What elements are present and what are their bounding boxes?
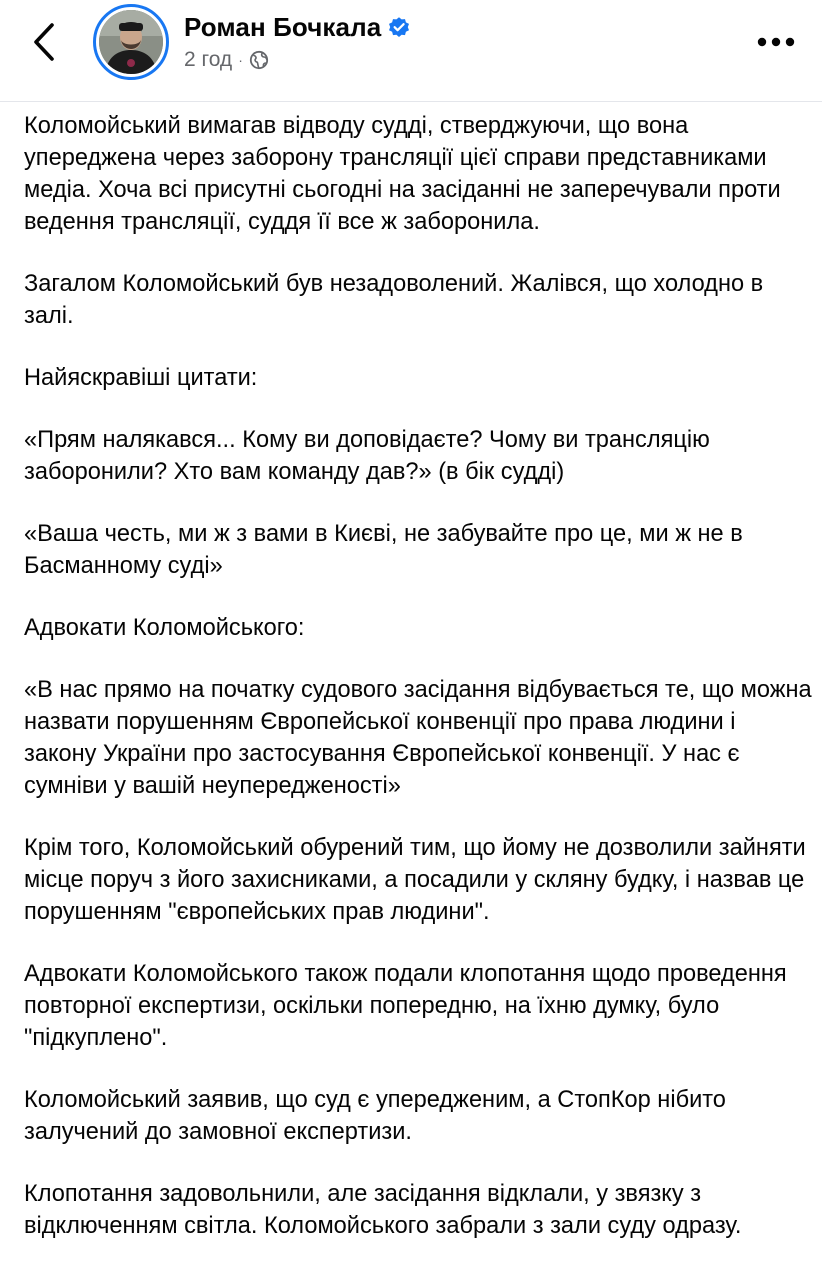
verified-badge-icon: [387, 15, 411, 39]
chevron-left-icon: [32, 22, 56, 62]
post-paragraph: Крім того, Коломойський обурений тим, що йому не дозволили зайняти місце поруч з його захисниками, а посадили у скляну будку, і назвав це порушенням "європейських прав людини".: [24, 835, 806, 925]
avatar[interactable]: [93, 4, 169, 80]
post-quote: «Ваша честь, ми ж з вами в Києві, не забувайте про це, ми ж не в Басманному суді»: [24, 521, 743, 579]
avatar-image: [99, 10, 163, 74]
post-paragraph: Найяскравіші цитати:: [24, 365, 258, 391]
more-horizontal-icon: [756, 37, 796, 47]
post-paragraph: Клопотання задовольнили, але засідання відклали, у звязку з відключенням світла. Коломойського забрали з зали суду одразу.: [24, 1181, 742, 1239]
post-header: [0, 0, 822, 102]
more-options-button[interactable]: [752, 22, 800, 62]
post-quote: «В нас прямо на початку судового засідання відбувається те, що можна назвати порушенням Європейської конвенції про права людини і закону України про застосування Європейської конвенції. У нас є сумніви у вашій неупередженості»: [24, 677, 812, 799]
globe-icon: [249, 50, 269, 70]
post-paragraph: Коломойський заявив, що суд є упередженим, а СтопКор нібито залучений до замовної експертизи.: [24, 1087, 726, 1145]
post-paragraph: Загалом Коломойський був незадоволений. Жалівся, що холодно в залі.: [24, 271, 764, 329]
author-name[interactable]: Роман Бочкала: [184, 11, 382, 42]
post-quote: «Прям налякався... Кому ви доповідаєте? Чому ви трансляцію заборонили? Хто вам команду дав?» (в бік судді): [24, 427, 710, 485]
post-paragraph: Адвокати Коломойського також подали клопотання щодо проведення повторної експертизи, оскільки попередню, на їхню думку, було "підкуплено".: [24, 961, 787, 1051]
author-row: [184, 8, 411, 46]
meta-separator: ·: [238, 52, 243, 68]
post-text: [24, 110, 814, 1272]
post-timestamp[interactable]: 2 год: [184, 48, 233, 71]
back-button[interactable]: [22, 18, 66, 66]
post-paragraph: Адвокати Коломойського:: [24, 615, 305, 641]
post-paragraph: Коломойський вимагав відводу судді, стверджуючи, що вона упереджена через заборону трансляції цієї справи представниками медіа. Хоча всі присутні сьогодні на засіданні не заперечували проти ведення трансляції, суддя її все ж заборонила.: [24, 113, 781, 235]
post-meta: [184, 46, 269, 74]
